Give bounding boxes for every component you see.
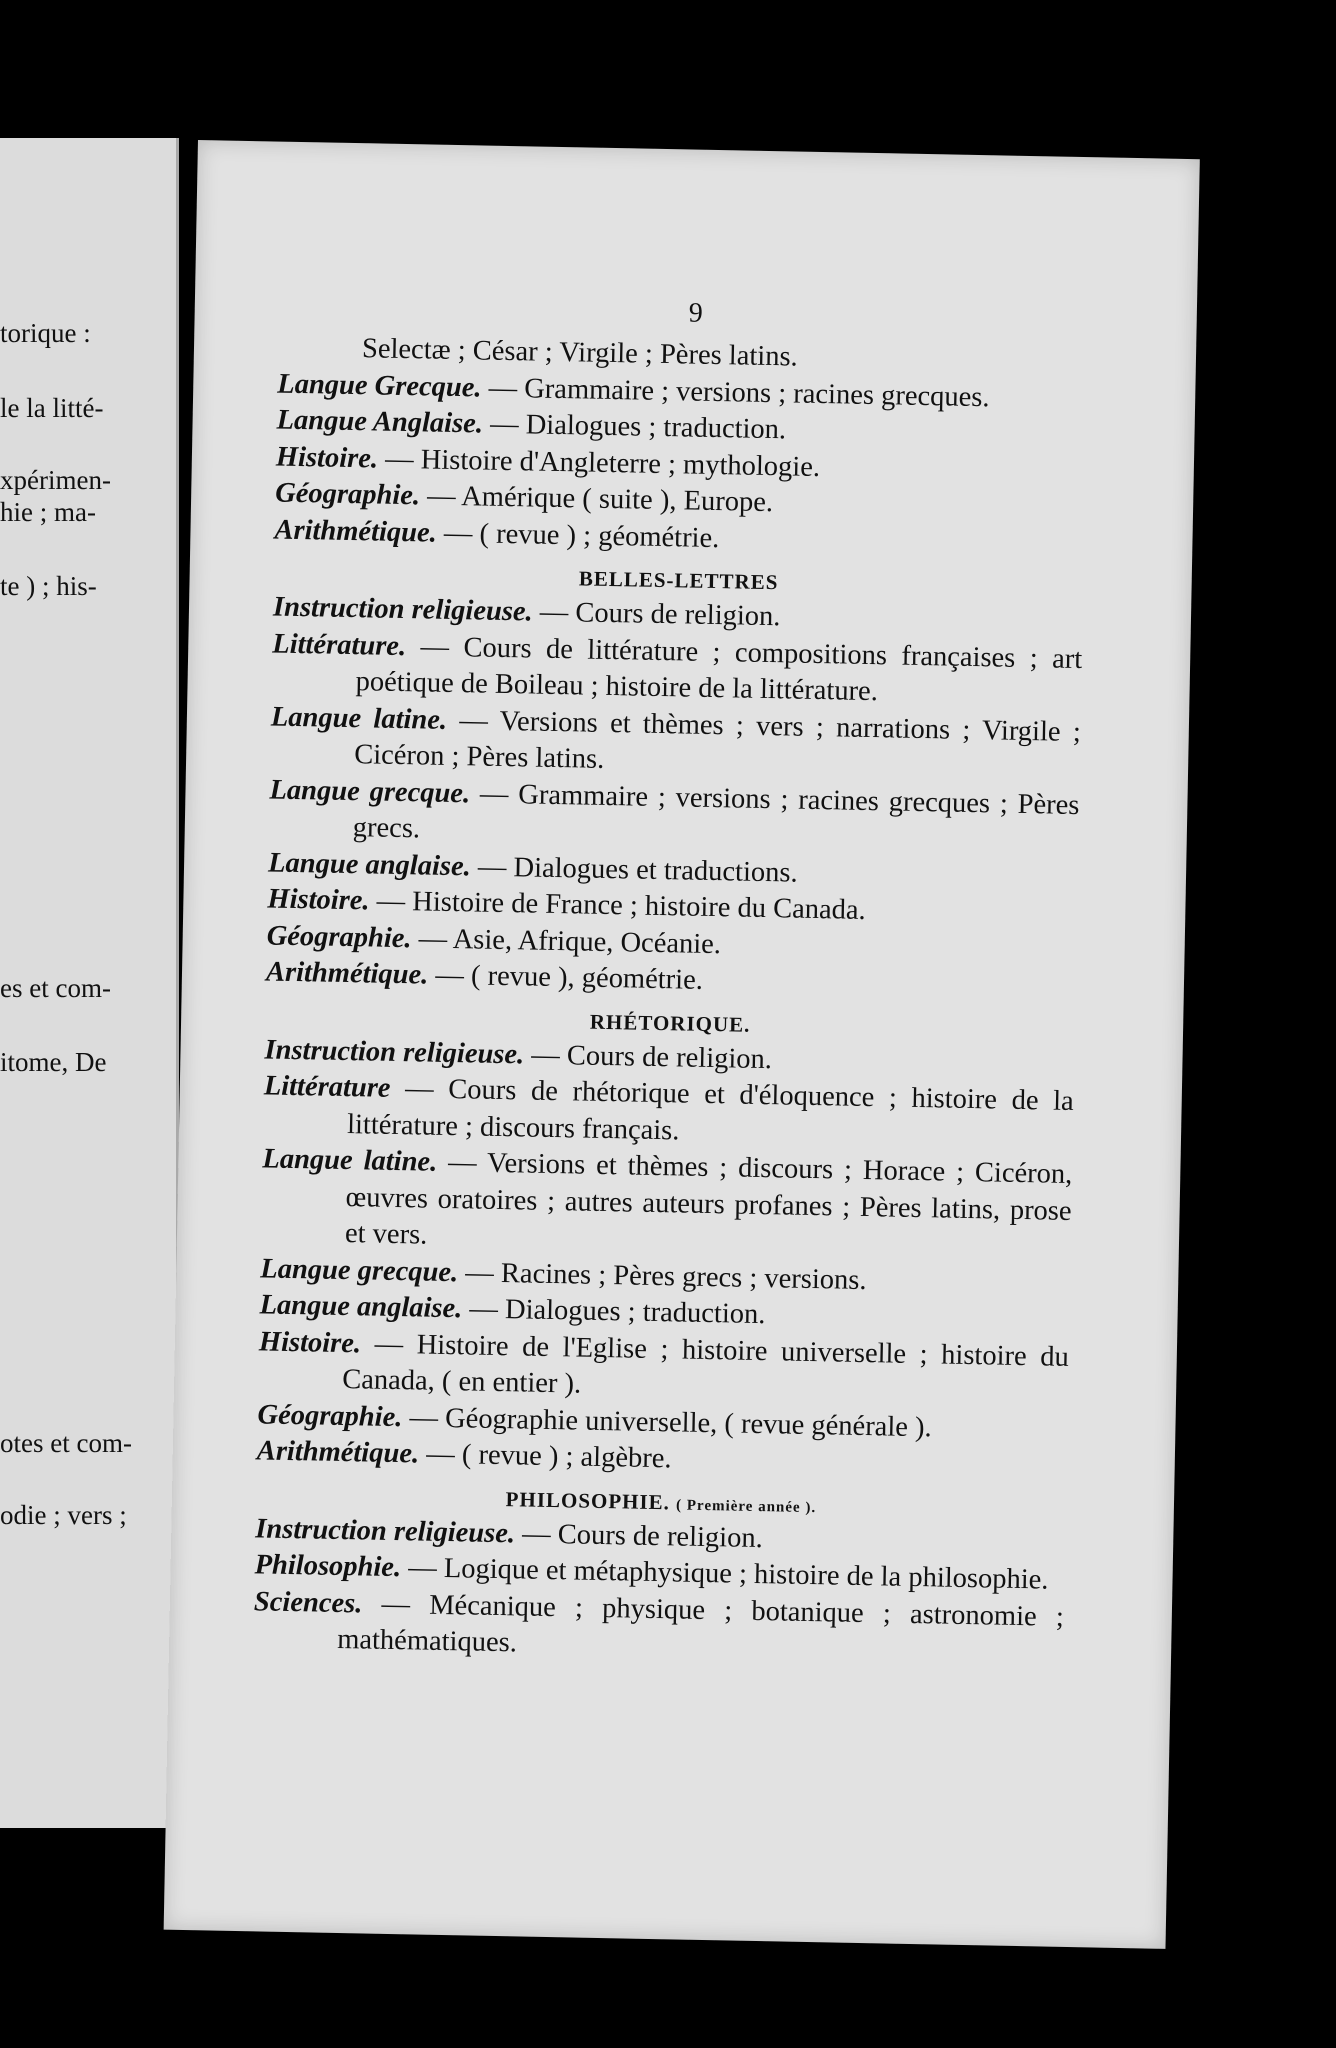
subject-name: Géographie.: [266, 919, 412, 954]
left-page-fragment: torique :: [0, 318, 91, 348]
subject-name: Histoire.: [267, 883, 370, 917]
subject-description: — Cours de religion.: [514, 1517, 764, 1554]
subject-name: Philosophie.: [254, 1549, 402, 1584]
subject-description: — Asie, Afrique, Océanie.: [411, 922, 722, 960]
subject-name: Arithmétique.: [265, 956, 429, 991]
subject-description: — Histoire de France ; histoire du Canada.: [369, 885, 867, 926]
subject-description: — Dialogues et traductions.: [470, 850, 798, 889]
page-number: 9: [688, 297, 704, 329]
subject-name: Langue anglaise.: [267, 846, 472, 882]
subject-name: Instruction religieuse.: [255, 1512, 516, 1549]
left-page-fragment: odie ; vers ;: [0, 1500, 127, 1530]
subject-description: — ( revue ) ; algèbre.: [418, 1438, 672, 1475]
left-page-fragment: le la litté-: [0, 393, 104, 423]
subject-name: Langue grecque.: [269, 773, 471, 809]
section-heading-text: BELLES-LETTRES: [578, 566, 779, 595]
subject-name: Instruction religieuse.: [264, 1033, 525, 1070]
subject-description: — Géographie universelle, ( revue générale ).: [402, 1401, 932, 1443]
subject-description: — Dialogues ; traduction.: [462, 1293, 766, 1331]
subject-name: Langue Anglaise.: [276, 404, 484, 440]
left-page-edge: [0, 138, 179, 1828]
left-page-fragment: hie ; ma-: [0, 497, 96, 527]
left-page-fragment: es et com-: [0, 973, 111, 1003]
subject-description: — Grammaire ; versions ; racines grecques.: [481, 371, 990, 413]
subject-description: — Amérique ( suite ), Europe.: [419, 480, 774, 519]
subject-description: — Versions et thèmes ; discours ; Horace ; Cicéron, œuvres oratoires ; autres auteurs profanes ; Pères latins, prose et vers.: [344, 1146, 1073, 1251]
subject-description: — Mécanique ; physique ; botanique ; astronomie ; mathématiques.: [336, 1587, 1065, 1659]
section-heading-note: ( Première année ).: [675, 1496, 817, 1516]
subject-name: Histoire.: [258, 1325, 362, 1359]
left-page-fragment: te ) ; his-: [0, 571, 97, 601]
subject-name: Arithmétique.: [274, 514, 438, 549]
subject-name: Instruction religieuse.: [272, 591, 534, 628]
subject-name: Littérature.: [272, 628, 407, 662]
subject-description: — Dialogues ; traduction.: [482, 408, 787, 446]
subject-name: Langue anglaise.: [259, 1289, 463, 1325]
left-page-fragment: xpérimen-: [0, 465, 111, 495]
subject-name: Langue Grecque.: [277, 368, 482, 403]
left-page-fragment: itome, De: [0, 1047, 107, 1077]
subject-description: — Racines ; Pères grecs ; versions.: [457, 1256, 867, 1296]
section-heading-text: PHILOSOPHIE.: [505, 1486, 671, 1514]
subject-description: — ( revue ), géométrie.: [428, 959, 704, 996]
left-page-fragment: otes et com-: [0, 1428, 132, 1458]
subject-name: Langue latine.: [262, 1143, 438, 1178]
subject-description: — Versions et thèmes ; vers ; narrations ; Virgile ; Cicéron ; Pères latins.: [353, 704, 1082, 775]
subject-entry: [253, 1584, 1064, 1673]
subject-name: Langue latine.: [270, 701, 448, 736]
subject-entry: [261, 1141, 1073, 1266]
subject-description: — Cours de religion.: [532, 596, 781, 633]
subject-name: Géographie.: [257, 1398, 403, 1433]
subject-description: — Cours de religion.: [523, 1038, 773, 1075]
subject-name: Sciences.: [253, 1585, 363, 1619]
subject-description: — Cours de rhétorique et d'éloquence ; histoire de la littérature ; discours français.: [346, 1072, 1075, 1146]
subject-description: — Cours de littérature ; compositions françaises ; art poétique de Boileau ; histoire de la littérature.: [355, 630, 1083, 708]
subject-name: Géographie.: [274, 477, 421, 512]
subject-description: — Histoire de l'Eglise ; histoire universelle ; histoire du Canada, ( en entier ).: [341, 1327, 1070, 1400]
section-heading-text: RHÉTORIQUE.: [589, 1009, 751, 1037]
subject-description: — Logique et métaphysique ; histoire de la philosophie.: [400, 1552, 1049, 1596]
subject-name: Langue grecque.: [260, 1252, 459, 1288]
subject-name: Littérature: [263, 1070, 391, 1104]
document-page: [164, 140, 1200, 1949]
subject-description: — ( revue ) ; géométrie.: [436, 517, 720, 554]
subject-name: Arithmétique.: [256, 1435, 420, 1470]
subject-description: — Grammaire ; versions ; racines grecques ; Pères grecs.: [352, 777, 1080, 845]
subject-name: Histoire.: [275, 441, 379, 475]
page-content: [253, 330, 1088, 1673]
subject-description: — Histoire d'Angleterre ; mythologie.: [377, 443, 821, 483]
subject-description: Selectæ ; César ; Virgile ; Pères latins.: [361, 333, 799, 373]
